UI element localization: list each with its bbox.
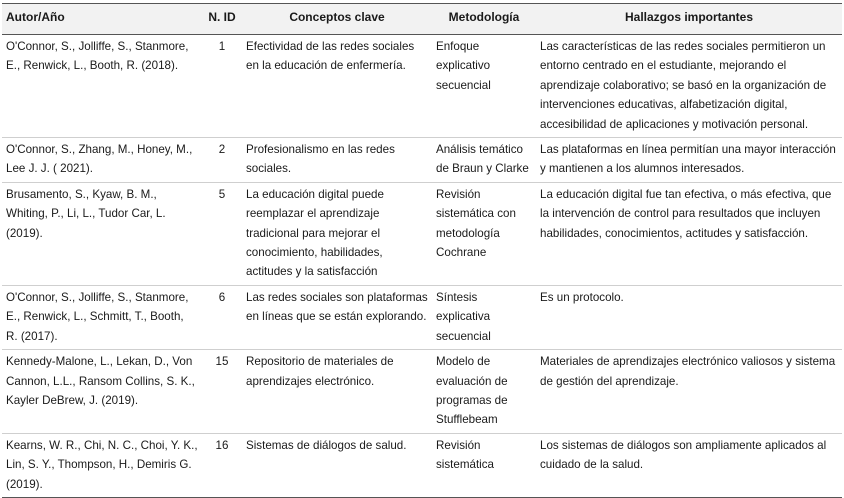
cell-method: Análisis temático de Braun y Clarke bbox=[432, 138, 536, 183]
cell-author: Kennedy-Malone, L., Lekan, D., Von Cannon, L.L., Ransom Collins, S. K., Kayler DeBrew, J. (2019). bbox=[2, 350, 202, 434]
header-id: N. ID bbox=[202, 4, 242, 35]
cell-method: Revisión sistemática bbox=[432, 433, 536, 497]
table-row bbox=[2, 138, 842, 183]
table-row bbox=[2, 35, 842, 138]
cell-concepts: Sistemas de diálogos de salud. bbox=[242, 433, 432, 497]
cell-method: Enfoque explicativo secuencial bbox=[432, 35, 536, 138]
table-row bbox=[2, 182, 842, 285]
cell-findings: Las características de las redes sociales permitieron un entorno centrado en el estudiante, mejorando el aprendizaje colaborativo; se basó en la organización de intervenciones educativas, alfabetización digital, accesibilidad de aplicaciones y motivación personal. bbox=[536, 35, 842, 138]
header-author: Autor/Año bbox=[2, 4, 202, 35]
cell-id: 6 bbox=[202, 285, 242, 349]
table-header bbox=[2, 4, 842, 35]
table-row bbox=[2, 285, 842, 349]
cell-method: Revisión sistemática con metodología Cochrane bbox=[432, 182, 536, 285]
cell-findings: Los sistemas de diálogos son ampliamente aplicados al cuidado de la salud. bbox=[536, 433, 842, 497]
cell-author: Brusamento, S., Kyaw, B. M., Whiting, P., Li, L., Tudor Car, L. (2019). bbox=[2, 182, 202, 285]
cell-id: 1 bbox=[202, 35, 242, 138]
cell-findings: La educación digital fue tan efectiva, o más efectiva, que la intervención de control para resultados que incluyen habilidades, conocimientos, actitudes y satisfacción. bbox=[536, 182, 842, 285]
table-row bbox=[2, 350, 842, 434]
header-concepts: Conceptos clave bbox=[242, 4, 432, 35]
cell-id: 2 bbox=[202, 138, 242, 183]
table-row bbox=[2, 433, 842, 497]
cell-id: 16 bbox=[202, 433, 242, 497]
cell-concepts: Profesionalismo en las redes sociales. bbox=[242, 138, 432, 183]
cell-findings: Las plataformas en línea permitían una mayor interacción y mantienen a los alumnos interesados. bbox=[536, 138, 842, 183]
cell-author: Kearns, W. R., Chi, N. C., Choi, Y. K., Lin, S. Y., Thompson, H., Demiris G. (2019). bbox=[2, 433, 202, 497]
cell-author: O'Connor, S., Zhang, M., Honey, M., Lee J. J. ( 2021). bbox=[2, 138, 202, 183]
cell-findings: Materiales de aprendizajes electrónico valiosos y sistema de gestión del aprendizaje. bbox=[536, 350, 842, 434]
cell-author: O'Connor, S., Jolliffe, S., Stanmore, E., Renwick, L., Booth, R. (2018). bbox=[2, 35, 202, 138]
cell-id: 15 bbox=[202, 350, 242, 434]
table-body bbox=[2, 35, 842, 498]
cell-method: Síntesis explicativa secuencial bbox=[432, 285, 536, 349]
cell-concepts: Las redes sociales son plataformas en líneas que se están explorando. bbox=[242, 285, 432, 349]
cell-method: Modelo de evaluación de programas de Stufflebeam bbox=[432, 350, 536, 434]
cell-findings: Es un protocolo. bbox=[536, 285, 842, 349]
cell-id: 5 bbox=[202, 182, 242, 285]
header-row bbox=[2, 4, 842, 35]
literature-review-table bbox=[2, 3, 842, 498]
cell-concepts: Efectividad de las redes sociales en la educación de enfermería. bbox=[242, 35, 432, 138]
cell-author: O'Connor, S., Jolliffe, S., Stanmore, E., Renwick, L., Schmitt, T., Booth, R. (2017). bbox=[2, 285, 202, 349]
cell-concepts: Repositorio de materiales de aprendizajes electrónico. bbox=[242, 350, 432, 434]
header-method: Metodología bbox=[432, 4, 536, 35]
cell-concepts: La educación digital puede reemplazar el aprendizaje tradicional para mejorar el conocimiento, habilidades, actitudes y la satisfacción bbox=[242, 182, 432, 285]
header-findings: Hallazgos importantes bbox=[536, 4, 842, 35]
